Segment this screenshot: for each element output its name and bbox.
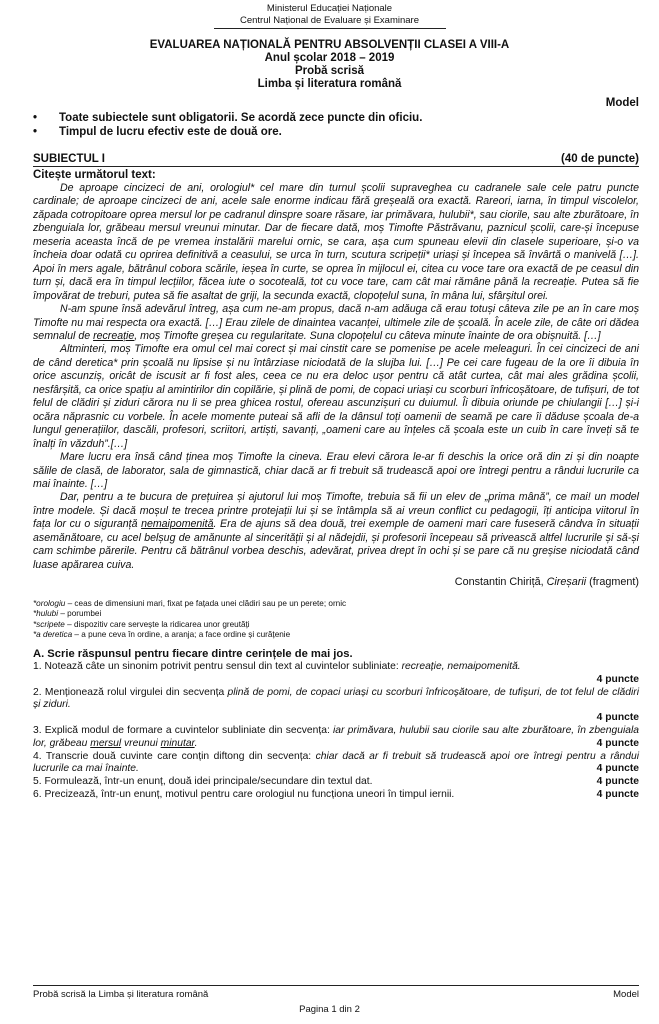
- bullet-icon: •: [33, 126, 38, 138]
- question-5: 5. Formulează, într-un enunț, două idei principale/secundare din textul dat. 4 puncte: [33, 776, 639, 788]
- underlined-word: nemaipomenită: [141, 518, 214, 531]
- exam-type: Probă scrisă: [294, 65, 365, 77]
- question-points: 4 puncte: [596, 673, 639, 685]
- underlined-word: mersul: [90, 737, 122, 749]
- question-4: 4. Transcrie două cuvinte care conțin diftong din secvența: chiar dacă ar fi trebuit să trudească apoi ore întregi pentru a rândui lucrurile ca mai înainte. 4 puncte: [33, 750, 639, 775]
- literary-text: [33, 182, 639, 572]
- school-year: Anul școlar 2018 – 2019: [264, 52, 395, 64]
- section-heading: [33, 152, 639, 167]
- bullet-icon: •: [33, 112, 38, 124]
- rules-list: [0, 111, 659, 139]
- page-footer: [33, 985, 639, 1001]
- footer-exam: Probă scrisă la Limba și literatura română: [33, 989, 209, 1000]
- section-a-heading: A. Scrie răspunsul pentru fiecare dintre cerințele de mai jos.: [33, 647, 353, 660]
- note-item: *orologiu – ceas de dimensiuni mari, fixat pe fațada unei clădiri sau pe un perete; ornic: [33, 599, 347, 609]
- question-points: 4 puncte: [596, 712, 639, 724]
- note-item: *a deretica – a pune ceva în ordine, a aranja; a face ordine și curățenie: [33, 629, 291, 639]
- text-paragraph: N-am spune însă adevărul întreg, așa cum ne-am propus, dacă n-am adăuga că erau totuși câteva zile pe an în care moș Timofte nu mai respecta ora exactă. […] Erau zilele de dinaintea vacanței, ultimele zile de școală. În acele zile, de câte ori dădea semnalul de recreație, moș Timofte greșea cu regularitate. Suna clopoțelul cu câteva minute înainte de ora obișnuită. […]: [33, 303, 639, 342]
- text-paragraph: Mare lucru era însă când ținea moș Timofte la cineva. Erau elevi cărora le-ar fi deschis la orice oră din zi și din noapte sălile de clasă, de laborator, sala de gimnastică, chiar dacă ar fi trebuit să trudească apoi ore întregi pentru a rândui lucrurile ca mai înainte. […]: [33, 451, 639, 490]
- question-points: 4 puncte: [596, 788, 639, 800]
- section-title: SUBIECTUL I: [33, 153, 105, 165]
- question-2: 2. Menționează rolul virgulei din secvența plină de pomi, de copaci uriași cu scorburi înfricoșătoare, de tufișuri, de tot felul de clădiri și ziduri. 4 puncte: [33, 686, 639, 724]
- note-item: *hulubi – porumbei: [33, 609, 102, 619]
- underlined-word: recreație: [93, 329, 135, 342]
- read-instruction: Citește următorul text:: [33, 169, 156, 181]
- question-points: 4 puncte: [596, 737, 639, 749]
- text-paragraph: De aproape cincizeci de ani, orologiul* cel mare din turnul școlii supraveghea cu cadranele sale cele patru puncte cardinale; de aproape cincizeci de ani, acele sale enorme indicau fără greșeală ora exactă. Rareori, iarna, în timpul viscolelor, zăpada cotropitoare oprea mersul lor pe cadranul dinspre soare răsare, iar primăvara, hulubii*, sau ciorile, sau alte zburătoare, în zbenguiala lor, grăbeau mersul vreunui minutar. Dar de fiecare dată, moș Timofte Păstrăvanu, paznicul școlii, care-și începuse meseria aceasta încă de pe vremea instalării marelui ornic, se cara, așa cum spuneau elevii din clasele superioare, și-o va încheia doar odată cu oprirea definitivă a ceasului, se urca în turn, scutura scripeții* uriași și începea să învârtă o manivelă […]. Apoi în mers agale, bătrânul cobora scările, ieșea în curte, se oprea în mijlocul ei, citea cu voce tare ora exactă de pe ceasul din turn și, dacă era în timpul lecțiilor, făcea iute o socoteală, tot cu voce tare, cam cât mai rămâne până la recreație. Putea să fie împovărat de treburi, putea să fie asaltat de griji, la secunda exactă, clopoțelul suna, în mâna lui, sfârșitul orei.: [33, 182, 639, 302]
- header-divider: [214, 28, 446, 29]
- center-name: Centrul Național de Evaluare și Examinare: [239, 15, 419, 26]
- rule-item: • Timpul de lucru efectiv este de două ore.: [33, 126, 282, 138]
- question-6: 6. Precizează, într-un enunț, motivul pentru care orologiul nu funcționa uneori în timpul iernii. 4 puncte: [33, 788, 639, 800]
- page-number: Pagina 1 din 2: [299, 1004, 360, 1015]
- underlined-word: minutar: [160, 737, 195, 749]
- footer-model: Model: [613, 989, 639, 1000]
- question-3: 3. Explică modul de formare a cuvintelor subliniate din secvența: iar primăvara, hulubii sau ciorile sau alte zburătoare, în zbenguiala lor, grăbeau mersul vreunui minutar. 4 puncte: [33, 724, 639, 749]
- rule-item: • Toate subiectele sunt obligatorii. Se acordă zece puncte din oficiu.: [33, 112, 423, 124]
- text-paragraph: Dar, pentru a te bucura de prețuirea și ajutorul lui moș Timofte, trebuia să fii un elev de „prima mână”, ce mai! un model între modele. Și dacă moșul te trecea printre protejații lui și se întâmpla să ai vreun conflict cu pedagogii, îți anticipa viitorul în fața lor cu o siguranță nemaipomenită. Era de ajuns să dea două, trei exemple de oameni mari care fuseseră cândva în situații asemănătoare, cu acel belșug de amănunte al sincerității și al nădejdii, și profesorii începeau să privească altfel lucrurile și să-și cam schimbe părerile. Pentru că bătrânul vorbea deschis, adevărat, privea drept în ochi și se pare că nu greșise niciodată când luase apărarea cuiva.: [33, 491, 639, 571]
- section-points: (40 de puncte): [561, 153, 639, 165]
- question-1: 1. Notează câte un sinonim potrivit pentru sensul din text al cuvintelor subliniate: recreație, nemaipomenită. 4 puncte: [33, 660, 639, 685]
- question-points: 4 puncte: [596, 776, 639, 788]
- text-paragraph: Altminteri, moș Timofte era omul cel mai corect și mai cinstit care se pomenise pe acele meleaguri. În cei cincizeci de ani de când deretica* prin școală nu lipsise și nu întârziase niciodată de la slujba lui. […] Pe cei care fugeau de la ore îi dibuia în orice ascunziș, oricât de iscusit ar fi fost ales, ceea ce nu era deloc ușor pentru că atât curtea, cât mai ales grădina școlii, nesfârșită, ca orice spațiu al amintirilor din copilărie, și plină de pomi, de copaci uriași cu scorburi înfricoșătoare, de tufișuri, de tot felul de clădiri și ziduri cărora nu li se prea ghicea rostul, ofereau ascunzișuri cu duiumul. Îi dibuia oriunde pe chiulangii […] și-i ocăra năprasnic cu vorbele. În acele momente puteai să afli de la dânsul toți oamenii de seamă pe care îi dăduse școala de-a lungul generațiilor, dascăli, profesori, scriitori, artiști, savanți, „oameni care au înțeles că școala este un cuib în care înveți să te înalți în văzduh”.[…]: [33, 343, 639, 450]
- question-points: 4 puncte: [596, 763, 639, 775]
- glossary-notes: [33, 599, 639, 640]
- exam-subject: Limba și literatura română: [257, 78, 402, 90]
- ministry-name: Ministerul Educației Naționale: [266, 3, 393, 14]
- work-title: Cireșarii: [546, 576, 587, 589]
- text-source: Constantin Chiriță, Cireșarii (fragment): [454, 576, 639, 589]
- model-label: Model: [605, 97, 639, 109]
- note-item: *scripete – dispozitiv care servește la ridicarea unor greutăți: [33, 619, 250, 629]
- exam-title: EVALUAREA NAȚIONALĂ PENTRU ABSOLVENȚII CLASEI A VIII-A: [149, 39, 510, 51]
